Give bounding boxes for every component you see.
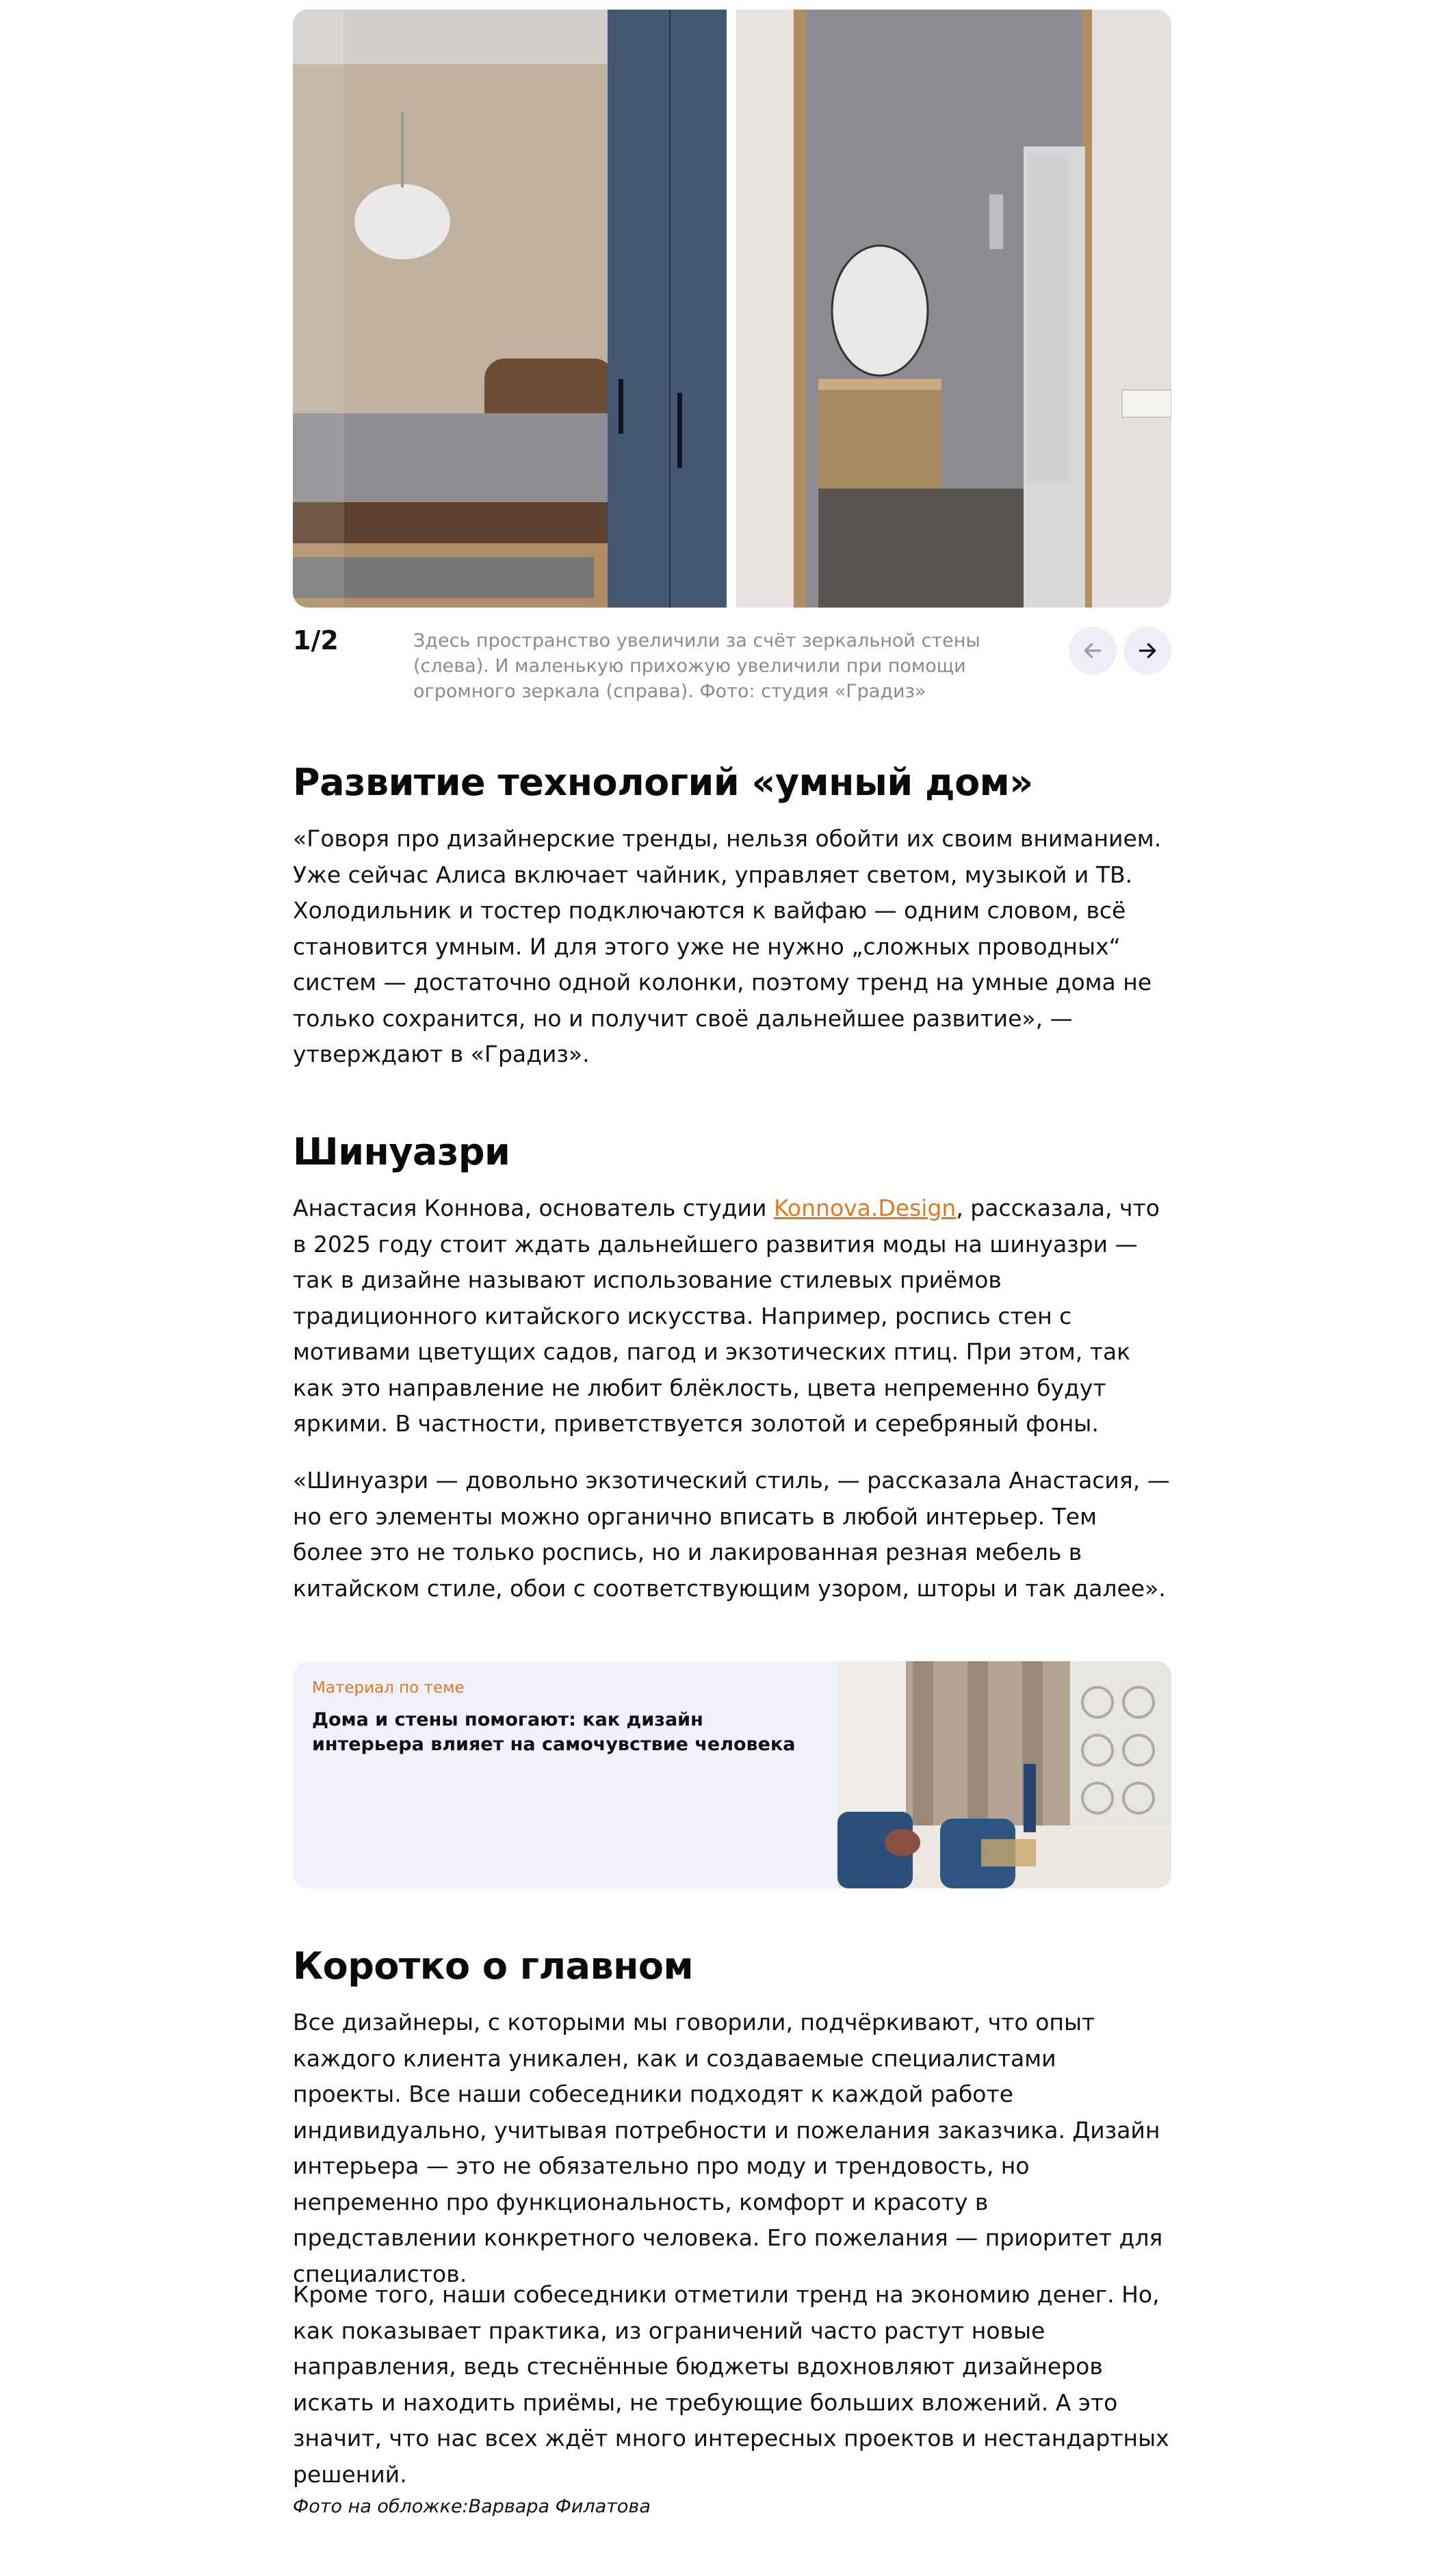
gallery-caption: Здесь пространство увеличили за счёт зеркальной стены (слева). И маленькую прихожую увеличили при помощи огромного зеркала (справа). Фото: студия «Градиз»	[413, 630, 980, 702]
related-kicker: Материал по теме	[312, 1679, 465, 1697]
related-title[interactable]: Дома и стены помогают: как дизайн интерьера влияет на самочувствие человека	[312, 1709, 796, 1755]
gallery-next-button[interactable]	[1123, 627, 1171, 675]
konnova-design-link[interactable]: Konnova.Design	[773, 1195, 957, 1221]
photo-gallery	[293, 10, 1171, 608]
summary-paragraph-2: Кроме того, наши собеседники отметили тренд на экономию денег. Но, как показывает практика, из ограничений часто растут новые направления, ведь стеснённые бюджеты вдохновляют дизайнеров искать и находить приёмы, не требующие больших вложений. А это значит, что нас всех ждёт много интересных проектов и нестандартных решений.	[293, 2281, 1169, 2488]
chinoiserie-text-after: , рассказала, что в 2025 году стоит ждать дальнейшего развития моды на шинуазри — так в дизайне называют использование стилевых приёмов традиционного китайского искусства. Например, роспись стен с мотивами цветущих садов, пагод и экзотических птиц. При этом, так как это направление не любит блёклость, цвета непременно будут яркими. В частности, приветствуется золотой и серебряный фоны.	[293, 1195, 1160, 1437]
chinoiserie-text-before: Анастасия Коннова, основатель студии	[293, 1195, 774, 1221]
chinoiserie-heading: Шинуазри	[293, 1130, 510, 1173]
living-room-photo[interactable]	[837, 1661, 1171, 1888]
gallery-prev-button[interactable]	[1069, 627, 1117, 675]
chinoiserie-paragraph-1	[293, 1191, 1171, 1442]
arrow-left-icon	[1082, 640, 1104, 662]
bedroom-mirror-photo	[293, 10, 727, 608]
chinoiserie-paragraph-2: «Шинуазри — довольно экзотический стиль, — рассказала Анастасия, — но его элементы можно органично вписать в любой интерьер. Тем более это не только роспись, но и лакированная резная мебель в китайском стиле, обои с соответствующим узором, шторы и так далее».	[293, 1467, 1170, 1602]
arrow-right-icon	[1136, 640, 1158, 662]
cover-photo-credit: Фото на обложке:Варвара Филатова	[293, 2496, 651, 2517]
gallery-counter: 1/2	[293, 625, 339, 655]
related-article-card[interactable]	[293, 1661, 1171, 1888]
smart-home-paragraph: «Говоря про дизайнерские тренды, нельзя обойти их своим вниманием. Уже сейчас Алиса включает чайник, управляет светом, музыкой и ТВ. Холодильник и тостер подключаются к вайфаю — одним словом, всё становится умным. И для этого уже не нужно „сложных проводных“ систем — достаточно одной колонки, поэтому тренд на умные дома не только сохранится, но и получит своё дальнейшее развитие», — утверждают в «Градиз».	[293, 825, 1162, 1067]
gallery-footer	[293, 621, 1171, 710]
summary-paragraph-1: Все дизайнеры, с которыми мы говорили, подчёркивают, что опыт каждого клиента уникален, как и создаваемые специалистами проекты. Все наши собеседники подходят к каждой работе индивидуально, учитывая потребности и пожелания заказчика. Дизайн интерьера — это не обязательно про моду и трендовость, но непременно про функциональность, комфорт и красоту в представлении конкретного человека. Его пожелания — приоритет для специалистов.	[293, 2009, 1163, 2287]
summary-heading: Коротко о главном	[293, 1944, 694, 1988]
hallway-mirror-photo	[736, 10, 1171, 608]
smart-home-heading: Развитие технологий «умный дом»	[293, 761, 1033, 804]
